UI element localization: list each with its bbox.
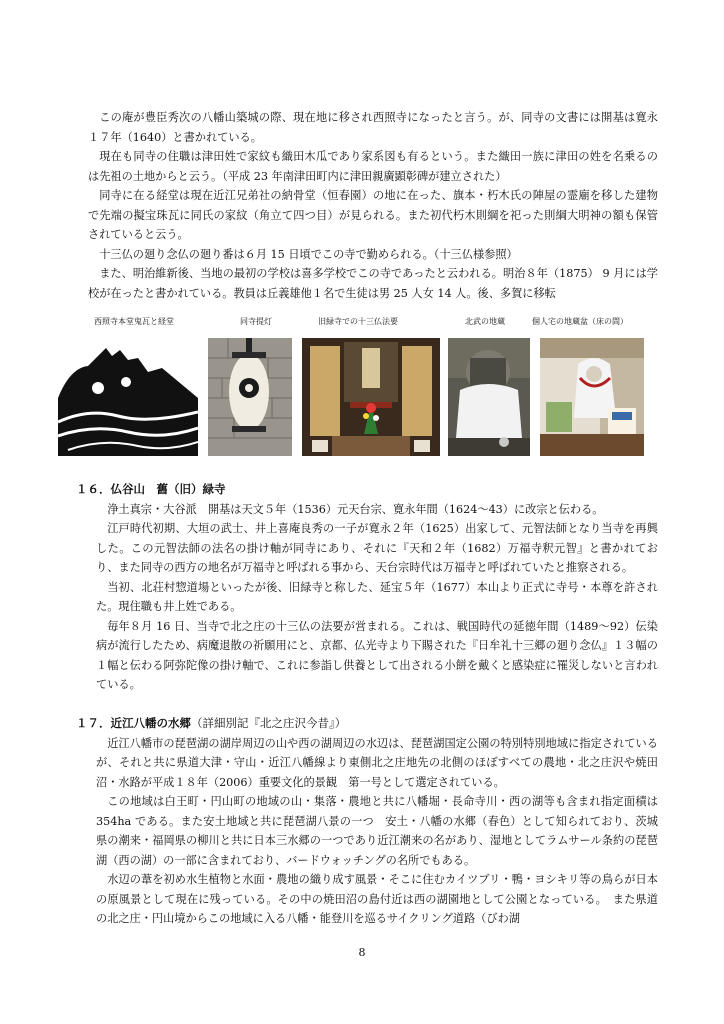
intro-text (88, 108, 658, 303)
photo-jusanbutsu-memorial (302, 338, 440, 456)
section-paragraph: 近江八幡市の琵琶湖の湖岸周辺の山や西の湖周辺の水辺は、琵琶湖国定公園の特別特別地域に指定されているが、それと共に県道大津・守山・近江八幡線より東側北之庄地先の北側のほぼすべての農地・北之庄沢や焼田沼・水路が平成１８年（2006）重要文化的景観 第一号として選定されている。 (96, 736, 658, 789)
section-heading (76, 714, 658, 734)
section-17 (76, 714, 658, 929)
photo-caption: 北武の地蔵 (465, 317, 505, 326)
photo-roof-tile-and-sutra-hall (58, 338, 198, 456)
section-paragraph: 江戸時代初期、大垣の武士、井上喜庵良秀の一子が寛永２年（1625）出家して、元智法師となり当寺を再興した。この元智法師の法名の掛け軸が同寺にあり、それに『天和２年（1682）万福寺釈元智』と書かれており、また同寺の西方の地名が万福寺と呼ばれる事から、天台宗時代は万福寺と呼ばれていたと推察される。 (96, 522, 658, 574)
section-paragraph: 水辺の葦を初め水生植物と水面・農地の織り成す風景・そこに住むカイツブリ・鴨・ヨシキリ等の鳥らが日本の原風景として現在に残っている。その中の焼田沼の島付近は西の湖園地として公園となっている。 また県道の北之庄・円山境からこの地域に入る八幡・能登川を巡るサイクリング道路（びわ湖 (96, 873, 658, 925)
section-paragraph: この地域は白王町・円山町の地域の山・集落・農地と共に八幡堀・長命寺川・西の湖等も含まれ指定面積は 354ha である。また安土地域と共に琵琶湖八景の一つ 安土・八幡の水郷（春色）として知られており、茨城県の潮来・福岡県の柳川と共に日本三水郷の一つであり近江潮来の名があり、湿地としてラムサール条約の琵琶湖（西の湖）の一部に含まれており、バードウォッチングの名所でもある。 (96, 795, 658, 867)
intro-paragraph: 現在も同寺の住職は津田姓で家紋も織田木瓜であり家系図も有るという。また織田一族に津田の姓を名乗るのは先祖の土地からと云う。（平成 23 年南津田町内に津田親廣顕彰碑が建立された） (88, 150, 658, 183)
intro-paragraph: 同寺に在る経堂は現在近江兄弟社の納骨堂（恒春園）の地に在った、旗本・朽木氏の陣屋の霊廟を移した建物で先端の擬宝珠瓦に同氏の家紋（角立て四つ目）が見られる。また初代朽木則綱を祀った則綱大明神の額も保管されていると云う。 (88, 189, 658, 241)
section-16 (76, 480, 658, 695)
photo-caption: 同寺提灯 (240, 317, 272, 326)
photo-jizo-statue (448, 338, 530, 456)
section-heading-title: １７．近江八幡の水郷 (76, 716, 191, 730)
photo-caption: 旧緑寺での十三仏法要 (318, 317, 398, 326)
intro-paragraph: 十三仏の廻り念仏の廻り番は６月 15 日頃でこの寺で勤められる。（十三仏様参照） (99, 247, 518, 261)
photo-caption: 個人宅の地蔵盆（床の間） (532, 317, 628, 326)
intro-paragraph: この庵が豊臣秀次の八幡山築城の際、現在地に移され西照寺になったと言う。が、同寺の文書には開基は寛永１７年（1640）と書かれている。 (88, 111, 658, 144)
section-paragraph: 当初、北荘村惣道場といったが後、旧緑寺と称した、延宝５年（1677）本山より正式に寺号・本尊を許された。現住職も井上姓である。 (96, 580, 658, 613)
photo-temple-lantern (208, 338, 292, 456)
section-paragraph: 浄土真宗・大谷派 開基は天文５年（1536）元天台宗、寛永年間（1624～43）に改宗と伝わる。 (107, 502, 604, 516)
photo-captions (0, 316, 724, 332)
photo-jizo-bon-alcove (540, 338, 644, 456)
intro-paragraph: また、明治維新後、当地の最初の学校は喜多学校でこの寺であったと云われる。明治８年（1875） 9 月には学校が在ったと書かれている。教員は丘義雄他１名で生徒は男 25 人女 14 人。後、多賀に移転 (88, 267, 658, 300)
section-heading: １６．仏谷山 舊（旧）緑寺 (76, 482, 226, 496)
section-heading-detail: （詳細別記『北之庄沢今昔』） (191, 716, 347, 730)
photo-caption: 西照寺本堂鬼瓦と経堂 (94, 317, 174, 326)
page-number: 8 (358, 946, 366, 959)
section-paragraph: 毎年８月 16 日、当寺で北之庄の十三仏の法要が営まれる。これは、戦国時代の延徳年間（1489～92）伝染病が流行したため、病魔退散の祈願用にと、京都、仏光寺より下賜された『日牟礼十三郷の廻り念仏』１３幅の１幅と伝わる阿弥陀像の掛け軸で、これに参詣し供養として出される小餅を戴くと感染症に罹災しないと言われている。 (96, 619, 658, 691)
